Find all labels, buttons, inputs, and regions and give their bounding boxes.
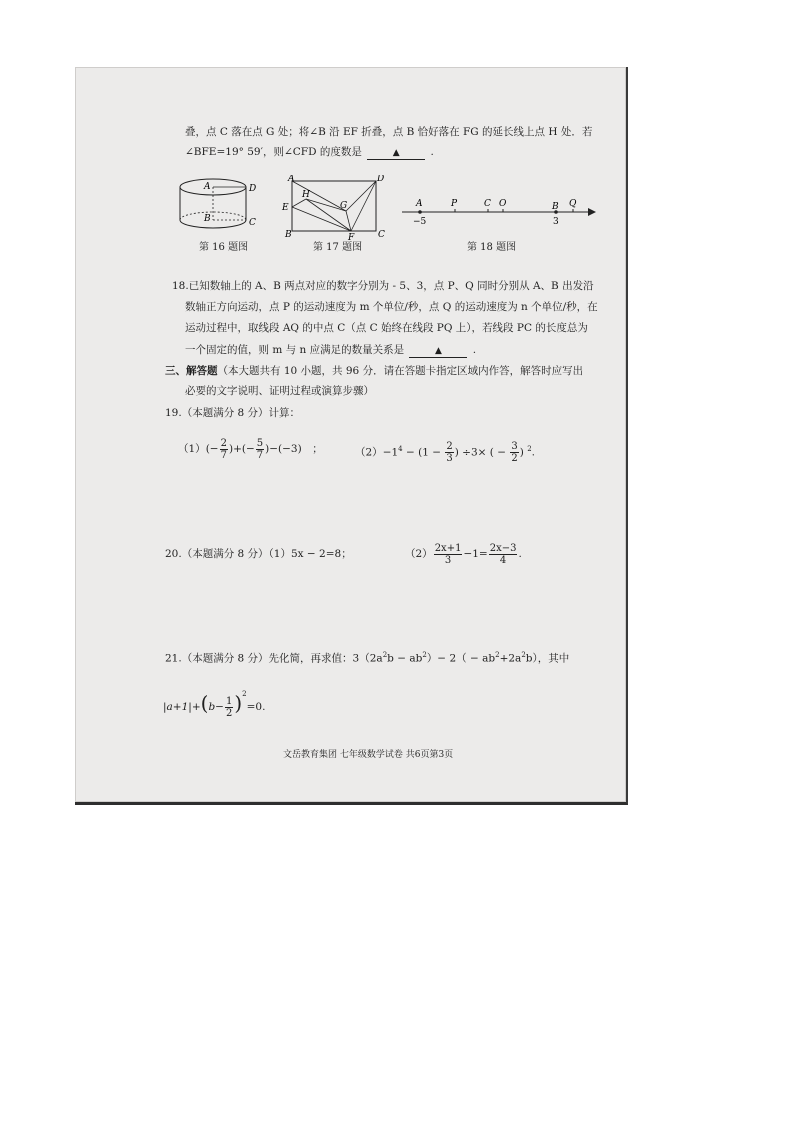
- fig16-label-c: C: [249, 218, 256, 228]
- fig18-caption: 第 18 题图: [467, 242, 517, 253]
- fig16-label-d: D: [249, 184, 257, 194]
- fraction-denominator: 3: [444, 554, 452, 566]
- q18-line2: 数轴正方向运动，点 P 的运动速度为 m 个单位/秒，点 Q 的运动速度为 n 个单位/秒，在: [185, 301, 598, 313]
- fraction: [445, 441, 453, 464]
- q21-condition: [163, 679, 265, 722]
- fraction-numerator: 2: [220, 437, 227, 449]
- q19-part2: [355, 437, 535, 465]
- q20-end: .: [518, 548, 522, 560]
- exponent: 2: [527, 445, 532, 453]
- fig17-label-f: F: [348, 233, 355, 241]
- fraction: [225, 696, 233, 719]
- q20-head: 20.（本题满分 8 分）（1）5x − 2=8；: [165, 548, 352, 560]
- fraction-numerator: 1: [225, 695, 233, 707]
- fig17-label-g: G: [340, 201, 348, 211]
- q20-p2-label: （2）: [405, 548, 433, 560]
- exponent: 2: [242, 690, 247, 698]
- q17-line2-suffix: .: [430, 146, 434, 158]
- fig18-label-p: P: [451, 199, 458, 209]
- q18-line4: [185, 343, 476, 358]
- fig16-label-b: B: [204, 214, 211, 224]
- section3-desc: （本大题共有 10 小题，共 96 分．请在答题卡指定区域内作答，解答时应写出: [217, 365, 584, 377]
- fig18-label-b: B: [552, 202, 559, 212]
- fraction-denominator: 7: [256, 449, 264, 461]
- fraction-numerator: 2x−3: [489, 542, 517, 554]
- section3-title: 三、解答题: [165, 365, 218, 377]
- fig16-label-a: A: [204, 182, 211, 192]
- q19-p2-end: .: [531, 446, 535, 459]
- q18-line4-prefix: 一个固定的值，则 m 与 n 应满足的数量关系是: [185, 344, 405, 356]
- fraction-numerator: 3: [511, 441, 518, 452]
- fig17-label-c: C: [378, 230, 385, 240]
- exponent: 4: [398, 445, 403, 453]
- q21-d: +2a: [499, 652, 522, 665]
- q19-p2-label: （2）: [355, 446, 383, 459]
- q21-e: b），其中: [525, 652, 570, 665]
- figure-16-cylinder: [178, 175, 268, 235]
- fraction-denominator: 4: [499, 554, 507, 566]
- q19-p2-c: ) ÷3× ( −: [454, 446, 510, 459]
- q21-cond-end: =0.: [246, 701, 266, 713]
- q19-part1: [178, 437, 323, 461]
- triangle-mark: ▲: [434, 346, 442, 356]
- page-footer: 文岳教育集团 七年级数学试卷 共6页第3页: [283, 750, 454, 760]
- q19-p1-open: (−: [205, 443, 219, 455]
- fig17-label-b: B: [285, 230, 292, 240]
- fig16-caption: 第 16 题图: [199, 242, 249, 253]
- q19-p2-a: −1: [382, 446, 399, 459]
- fig17-caption: 第 17 题图: [313, 242, 363, 253]
- fraction-numerator: 2x+1: [434, 542, 462, 554]
- fraction-numerator: 2: [446, 441, 453, 452]
- big-paren-close: ): [234, 691, 243, 715]
- q18-line1: 18.已知数轴上的 A、B 两点对应的数字分别为 - 5、3，点 P、Q 同时分别从 A、B 出发沿: [172, 280, 594, 292]
- figure-18-number-line: [400, 195, 600, 231]
- exponent: 2: [521, 651, 526, 659]
- fig18-label-3: 3: [553, 217, 559, 227]
- q19-p1-mid: )+(−: [228, 443, 255, 455]
- fraction-numerator: 5: [256, 437, 264, 449]
- q21-c: ）− 2（ − ab: [426, 652, 496, 665]
- q21-line1: [165, 648, 569, 666]
- fig17-label-e: E: [282, 203, 289, 213]
- q19-p2-b: − (1 −: [402, 446, 445, 459]
- q17-line1: 叠，点 C 落在点 G 处；将∠B 沿 EF 折叠，点 B 恰好落在 FG 的延长线上点 H 处．若: [185, 126, 593, 138]
- answer-blank-18: [409, 345, 467, 358]
- fraction-denominator: 2: [511, 453, 518, 464]
- fraction: [256, 438, 264, 461]
- exam-page-photo: [75, 67, 628, 805]
- q21-cond-b: b−: [208, 701, 224, 713]
- fig18-label-o: O: [499, 199, 507, 209]
- triangle-mark: ▲: [392, 148, 400, 158]
- fig17-label-a: A: [288, 175, 295, 184]
- fraction-denominator: 2: [225, 707, 233, 719]
- big-paren-open: (: [200, 691, 209, 715]
- q17-line2: [185, 145, 434, 160]
- fig18-label-a: A: [416, 199, 423, 209]
- exponent: 2: [382, 651, 388, 659]
- exponent: 2: [422, 651, 427, 659]
- section3-line2: 必要的文字说明、证明过程或演算步骤）: [185, 385, 374, 397]
- q18-line4-suffix: .: [472, 344, 477, 356]
- q20-part2: [405, 540, 522, 568]
- fraction: [510, 441, 518, 464]
- q20-mid: −1=: [463, 548, 488, 560]
- fraction: [434, 543, 463, 566]
- q19-p1-label: （1）: [178, 443, 206, 455]
- fig17-label-d: D: [377, 175, 385, 184]
- fig18-label-c: C: [484, 199, 491, 209]
- fig18-label-q: Q: [569, 199, 577, 209]
- fig17-label-h: H: [302, 190, 310, 200]
- q18-line3: 运动过程中，取线段 AQ 的中点 C（点 C 始终在线段 PQ 上），若线段 PC 的长度总为: [185, 322, 588, 334]
- fraction: [489, 543, 518, 566]
- exponent: 2: [495, 651, 500, 659]
- q21-cond-a: |a+1|+: [163, 701, 201, 713]
- q17-line2-prefix: ∠BFE=19° 59′，则∠CFD 的度数是: [185, 146, 362, 158]
- q21-b: b − ab: [387, 652, 423, 665]
- q19-p1-tail: )−(−3) ；: [265, 443, 323, 455]
- fig18-label-minus5: −5: [413, 217, 427, 227]
- q19-head: 19.（本题满分 8 分）计算：: [165, 407, 301, 419]
- q21-a: 21.（本题满分 8 分）先化简，再求值：3（2a: [165, 652, 383, 665]
- answer-blank-17: [367, 147, 425, 160]
- fraction: [220, 438, 228, 461]
- figure-17-rectangle: [280, 175, 392, 241]
- q19-p2-d: ): [519, 446, 528, 459]
- fraction-denominator: 3: [446, 453, 453, 464]
- fraction-denominator: 7: [220, 449, 227, 461]
- section3-line1: [165, 364, 583, 378]
